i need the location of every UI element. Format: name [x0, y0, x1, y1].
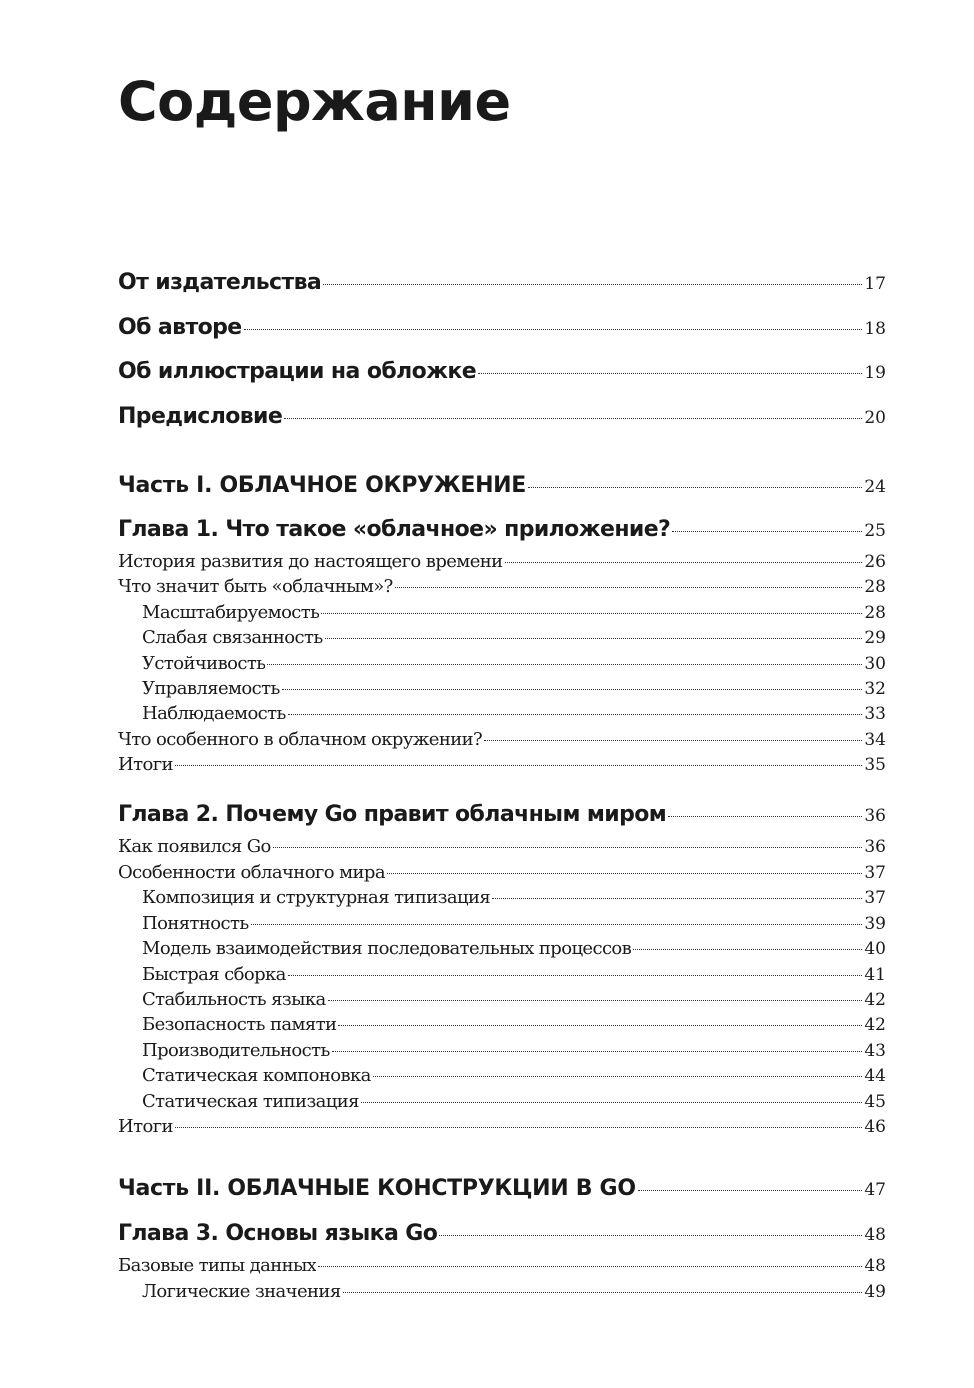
toc-entry-section[interactable]	[118, 835, 886, 859]
dot-leader	[332, 1051, 863, 1052]
toc-entry-page: 42	[864, 1015, 886, 1035]
toc-entry-part-2[interactable]	[118, 1174, 886, 1205]
toc-entry-title: Предисловие	[118, 404, 283, 429]
toc-entry-page: 47	[864, 1180, 886, 1200]
dot-leader	[282, 689, 863, 690]
toc-entry-title: Производительность	[142, 1040, 330, 1061]
toc-entry-title: Итоги	[118, 754, 173, 775]
toc-entry-title: Устойчивость	[142, 653, 266, 674]
toc-entry-subsection[interactable]	[118, 1280, 886, 1304]
toc-entry-title: Безопасность памяти	[142, 1014, 337, 1035]
toc-entry-section[interactable]	[118, 550, 886, 574]
toc-entry-page: 33	[864, 704, 886, 724]
toc-entry-title: Глава 3. Основы языка Go	[118, 1221, 438, 1246]
toc-entry-page: 37	[864, 863, 886, 883]
dot-leader	[288, 975, 863, 976]
dot-leader	[478, 373, 862, 374]
dot-leader	[175, 765, 862, 766]
dot-leader	[484, 740, 862, 741]
toc-entry-section[interactable]	[118, 1115, 886, 1139]
dot-leader	[395, 587, 863, 588]
dot-leader	[668, 816, 862, 817]
toc-entry-title: От издательства	[118, 270, 322, 295]
toc-entry-page: 28	[864, 603, 886, 623]
toc-entry-subsection[interactable]	[118, 626, 886, 650]
toc-entry-title: Глава 2. Почему Go правит облачным миром	[118, 802, 667, 827]
dot-leader	[439, 1235, 862, 1236]
toc-entry-subsection[interactable]	[118, 988, 886, 1012]
toc-entry-preface[interactable]	[118, 402, 886, 433]
dot-leader	[321, 613, 862, 614]
toc-entry-title: Базовые типы данных	[118, 1255, 317, 1276]
toc-entry-title: Что значит быть «облачным»?	[118, 576, 393, 597]
dot-leader	[284, 418, 862, 419]
dot-leader	[318, 1266, 862, 1267]
dot-leader	[633, 949, 862, 950]
toc-entry-page: 44	[864, 1066, 886, 1086]
toc-entry-title: Итоги	[118, 1116, 173, 1137]
toc-entry-title: Глава 1. Что такое «облачное» приложение?	[118, 517, 671, 542]
toc-entry-subsection[interactable]	[118, 937, 886, 961]
toc-entry-chapter-3[interactable]	[118, 1219, 886, 1250]
toc-entry-page: 24	[864, 477, 886, 497]
toc-entry-section[interactable]	[118, 753, 886, 777]
toc-entry-page: 26	[864, 552, 886, 572]
toc-entry-title: Статическая типизация	[142, 1091, 359, 1112]
toc-entry-page: 28	[864, 577, 886, 597]
toc-entry-page: 42	[864, 990, 886, 1010]
toc-entry-page: 20	[864, 408, 886, 428]
toc-entry-page: 49	[864, 1282, 886, 1302]
toc-entry-section[interactable]	[118, 1254, 886, 1278]
toc-entry-subsection[interactable]	[118, 1090, 886, 1114]
toc-entry-title: Об авторе	[118, 315, 242, 340]
toc-entry-page: 36	[864, 806, 886, 826]
toc-entry-subsection[interactable]	[118, 601, 886, 625]
dot-leader	[251, 924, 863, 925]
dot-leader	[328, 1000, 863, 1001]
dot-leader	[273, 847, 863, 848]
toc-entry-page: 37	[864, 888, 886, 908]
toc-entry-subsection[interactable]	[118, 1064, 886, 1088]
toc-entry-title: Как появился Go	[118, 836, 271, 857]
toc-entry-title: Слабая связанность	[142, 627, 323, 648]
toc-entry-section[interactable]	[118, 861, 886, 885]
toc-entry-about-author[interactable]	[118, 313, 886, 344]
toc-entry-page: 41	[864, 965, 886, 985]
toc-entry-title: Логические значения	[142, 1281, 341, 1302]
dot-leader	[492, 898, 862, 899]
dot-leader	[373, 1076, 863, 1077]
toc-entry-page: 39	[864, 914, 886, 934]
toc-entry-title: Статическая компоновка	[142, 1065, 371, 1086]
toc-entry-page: 43	[864, 1041, 886, 1061]
toc-entry-subsection[interactable]	[118, 1013, 886, 1037]
toc-entry-page: 30	[864, 654, 886, 674]
toc-entry-page: 48	[864, 1225, 886, 1245]
toc-entry-page: 34	[864, 730, 886, 750]
page-title: Содержание	[118, 70, 511, 133]
toc-entry-chapter-2[interactable]	[118, 800, 886, 831]
toc-entry-title: Часть I. ОБЛАЧНОЕ ОКРУЖЕНИЕ	[118, 473, 527, 498]
toc-entry-title: Модель взаимодействия последовательных процессов	[142, 938, 632, 959]
dot-leader	[323, 284, 862, 285]
toc-entry-page: 18	[864, 319, 886, 339]
toc-entry-subsection[interactable]	[118, 912, 886, 936]
toc-entry-section[interactable]	[118, 575, 886, 599]
dot-leader	[361, 1102, 862, 1103]
dot-leader	[672, 531, 862, 532]
toc-entry-page: 46	[864, 1117, 886, 1137]
toc-entry-title: Стабильность языка	[142, 989, 326, 1010]
toc-entry-title: Быстрая сборка	[142, 964, 286, 985]
toc-entry-title: Что особенного в облачном окружении?	[118, 729, 483, 750]
toc-entry-page: 40	[864, 939, 886, 959]
toc-entry-page: 17	[864, 274, 886, 294]
toc-entry-title: Масштабируемость	[142, 602, 320, 623]
toc-entry-title: Особенности облачного мира	[118, 862, 385, 883]
toc-entry-title: Композиция и структурная типизация	[142, 887, 491, 908]
toc-entry-page: 36	[864, 837, 886, 857]
toc-entry-page: 32	[864, 679, 886, 699]
toc-entry-page: 29	[864, 628, 886, 648]
toc-entry-page: 45	[864, 1092, 886, 1112]
toc-entry-title: Об иллюстрации на обложке	[118, 359, 477, 384]
toc-entry-title: Часть II. ОБЛАЧНЫЕ КОНСТРУКЦИИ В GO	[118, 1176, 636, 1201]
dot-leader	[638, 1190, 863, 1191]
toc-entry-title: История развития до настоящего времени	[118, 551, 503, 572]
dot-leader	[528, 487, 862, 488]
toc-entry-section[interactable]	[118, 728, 886, 752]
dot-leader	[343, 1292, 863, 1293]
toc-entry-title: Понятность	[142, 913, 249, 934]
toc-entry-page: 19	[864, 363, 886, 383]
dot-leader	[338, 1025, 862, 1026]
dot-leader	[325, 638, 863, 639]
toc-entry-part-1[interactable]	[118, 471, 886, 502]
toc-entry-page: 35	[864, 755, 886, 775]
dot-leader	[387, 873, 862, 874]
dot-leader	[244, 329, 863, 330]
toc-entry-subsection[interactable]	[118, 702, 886, 726]
dot-leader	[175, 1127, 862, 1128]
toc-entry-page: 48	[864, 1256, 886, 1276]
dot-leader	[267, 664, 862, 665]
toc-entry-cover-illustration[interactable]	[118, 357, 886, 388]
toc-entry-title: Наблюдаемость	[142, 703, 286, 724]
dot-leader	[288, 714, 863, 715]
dot-leader	[505, 562, 863, 563]
toc-entry-subsection[interactable]	[118, 652, 886, 676]
toc-entry-subsection[interactable]	[118, 677, 886, 701]
toc-entry-from-publisher[interactable]	[118, 268, 886, 299]
toc-entry-chapter-1[interactable]	[118, 515, 886, 546]
toc-entry-page: 25	[864, 521, 886, 541]
toc-entry-subsection[interactable]	[118, 963, 886, 987]
toc-entry-title: Управляемость	[142, 678, 280, 699]
toc-entry-subsection[interactable]	[118, 1039, 886, 1063]
toc-entry-subsection[interactable]	[118, 886, 886, 910]
